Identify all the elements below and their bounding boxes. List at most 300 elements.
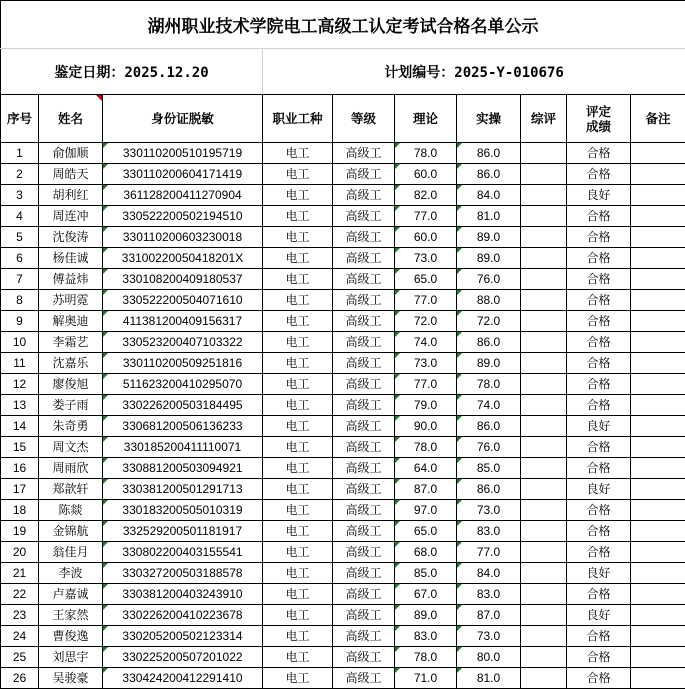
cell-practice[interactable]: 89.0 [457, 248, 521, 269]
cell-name[interactable]: 周皓天 [39, 164, 103, 185]
cell-practice[interactable]: 83.0 [457, 584, 521, 605]
cell-note[interactable] [631, 143, 685, 164]
cell-seq[interactable]: 9 [1, 311, 39, 332]
cell-eval[interactable]: 良好 [567, 563, 631, 584]
cell-practice[interactable]: 81.0 [457, 668, 521, 689]
table-row [1, 584, 685, 605]
cell-review[interactable] [521, 206, 567, 227]
cell-practice[interactable]: 86.0 [457, 143, 521, 164]
cell-name[interactable]: 刘思宇 [39, 647, 103, 668]
table-row [1, 185, 685, 206]
cell-level[interactable]: 高级工 [333, 164, 395, 185]
cell-practice[interactable]: 78.0 [457, 374, 521, 395]
cell-name[interactable]: 周雨欣 [39, 458, 103, 479]
table-row [1, 437, 685, 458]
cell-note[interactable] [631, 269, 685, 290]
cell-level[interactable]: 高级工 [333, 584, 395, 605]
cell-name[interactable]: 周文杰 [39, 437, 103, 458]
cell-name[interactable]: 金锦航 [39, 521, 103, 542]
cell-eval[interactable]: 合格 [567, 353, 631, 374]
cell-id[interactable]: 332529200501181917 [103, 521, 263, 542]
cell-job[interactable]: 电工 [263, 248, 333, 269]
cell-theory[interactable]: 73.0 [395, 248, 457, 269]
cell-eval[interactable]: 良好 [567, 479, 631, 500]
cell-id[interactable]: 330226200503184495 [103, 395, 263, 416]
cell-level[interactable]: 高级工 [333, 269, 395, 290]
cell-eval[interactable]: 合格 [567, 668, 631, 689]
cell-practice[interactable]: 83.0 [457, 521, 521, 542]
header-job[interactable]: 职业工种 [263, 95, 333, 143]
cell-id[interactable]: 330226200410223678 [103, 605, 263, 626]
cell-note[interactable] [631, 395, 685, 416]
cell-seq[interactable]: 16 [1, 458, 39, 479]
cell-seq[interactable]: 19 [1, 521, 39, 542]
cell-review[interactable] [521, 647, 567, 668]
cell-theory[interactable]: 78.0 [395, 143, 457, 164]
cell-review[interactable] [521, 605, 567, 626]
cell-note[interactable] [631, 332, 685, 353]
cell-job[interactable]: 电工 [263, 395, 333, 416]
cell-eval[interactable]: 合格 [567, 626, 631, 647]
cell-name[interactable]: 曹俊逸 [39, 626, 103, 647]
cell-id[interactable]: 330522200504071610 [103, 290, 263, 311]
cell-review[interactable] [521, 668, 567, 689]
cell-theory[interactable]: 68.0 [395, 542, 457, 563]
cell-practice[interactable]: 76.0 [457, 437, 521, 458]
cell-job[interactable]: 电工 [263, 353, 333, 374]
cell-review[interactable] [521, 269, 567, 290]
cell-eval[interactable]: 合格 [567, 290, 631, 311]
table-row [1, 164, 685, 185]
cell-theory[interactable]: 60.0 [395, 164, 457, 185]
cell-note[interactable] [631, 479, 685, 500]
cell-level[interactable]: 高级工 [333, 185, 395, 206]
cell-review[interactable] [521, 563, 567, 584]
table-row [1, 626, 685, 647]
cell-job[interactable]: 电工 [263, 332, 333, 353]
cell-id[interactable]: 33100220050418201X [103, 248, 263, 269]
header-review[interactable]: 综评 [521, 95, 567, 143]
cell-practice[interactable]: 89.0 [457, 353, 521, 374]
cell-practice[interactable]: 86.0 [457, 479, 521, 500]
cell-eval[interactable]: 合格 [567, 458, 631, 479]
cell-level[interactable]: 高级工 [333, 479, 395, 500]
table-row [1, 206, 685, 227]
table-row [1, 647, 685, 668]
cell-level[interactable]: 高级工 [333, 605, 395, 626]
cell-note[interactable] [631, 164, 685, 185]
cell-note[interactable] [631, 311, 685, 332]
cell-practice[interactable]: 86.0 [457, 332, 521, 353]
table-row [1, 353, 685, 374]
cell-practice[interactable]: 86.0 [457, 416, 521, 437]
cell-name[interactable]: 陈燚 [39, 500, 103, 521]
table-row [1, 143, 685, 164]
cell-note[interactable] [631, 584, 685, 605]
cell-job[interactable]: 电工 [263, 647, 333, 668]
cell-theory[interactable]: 72.0 [395, 311, 457, 332]
appraisal-date[interactable]: 鉴定日期：2025.12.20 [1, 49, 263, 95]
cell-seq[interactable]: 24 [1, 626, 39, 647]
cell-note[interactable] [631, 206, 685, 227]
cell-job[interactable]: 电工 [263, 437, 333, 458]
cell-review[interactable] [521, 248, 567, 269]
cell-level[interactable]: 高级工 [333, 521, 395, 542]
cell-id[interactable]: 330802200403155541 [103, 542, 263, 563]
cell-note[interactable] [631, 290, 685, 311]
cell-eval[interactable]: 合格 [567, 311, 631, 332]
cell-theory[interactable]: 71.0 [395, 668, 457, 689]
cell-review[interactable] [521, 479, 567, 500]
cell-id[interactable]: 511623200410295070 [103, 374, 263, 395]
cell-seq[interactable]: 10 [1, 332, 39, 353]
cell-note[interactable] [631, 542, 685, 563]
cell-job[interactable]: 电工 [263, 269, 333, 290]
cell-job[interactable]: 电工 [263, 668, 333, 689]
cell-name[interactable]: 翁佳月 [39, 542, 103, 563]
cell-seq[interactable]: 13 [1, 395, 39, 416]
cell-seq[interactable]: 7 [1, 269, 39, 290]
cell-job[interactable]: 电工 [263, 164, 333, 185]
cell-practice[interactable]: 73.0 [457, 626, 521, 647]
cell-level[interactable]: 高级工 [333, 332, 395, 353]
cell-seq[interactable]: 6 [1, 248, 39, 269]
cell-eval[interactable]: 良好 [567, 416, 631, 437]
cell-id[interactable]: 330381200403243910 [103, 584, 263, 605]
cell-eval[interactable]: 合格 [567, 395, 631, 416]
cell-practice[interactable]: 81.0 [457, 206, 521, 227]
cell-eval[interactable]: 合格 [567, 584, 631, 605]
cell-eval[interactable]: 合格 [567, 332, 631, 353]
cell-job[interactable]: 电工 [263, 584, 333, 605]
header-theory[interactable]: 理论 [395, 95, 457, 143]
cell-id[interactable]: 330183200505010319 [103, 500, 263, 521]
cell-theory[interactable]: 97.0 [395, 500, 457, 521]
cell-level[interactable]: 高级工 [333, 416, 395, 437]
table-row [1, 458, 685, 479]
cell-level[interactable]: 高级工 [333, 458, 395, 479]
cell-theory[interactable]: 60.0 [395, 227, 457, 248]
cell-eval[interactable]: 合格 [567, 542, 631, 563]
cell-level[interactable]: 高级工 [333, 227, 395, 248]
cell-seq[interactable]: 21 [1, 563, 39, 584]
cell-practice[interactable]: 88.0 [457, 290, 521, 311]
cell-note[interactable] [631, 605, 685, 626]
cell-practice[interactable]: 76.0 [457, 269, 521, 290]
cell-seq[interactable]: 23 [1, 605, 39, 626]
cell-theory[interactable]: 77.0 [395, 206, 457, 227]
cell-practice[interactable]: 77.0 [457, 542, 521, 563]
cell-theory[interactable]: 87.0 [395, 479, 457, 500]
cell-job[interactable]: 电工 [263, 563, 333, 584]
cell-practice[interactable]: 86.0 [457, 164, 521, 185]
cell-name[interactable]: 周连冲 [39, 206, 103, 227]
cell-level[interactable]: 高级工 [333, 563, 395, 584]
cell-id[interactable]: 330110200510195719 [103, 143, 263, 164]
cell-job[interactable]: 电工 [263, 311, 333, 332]
cell-id[interactable]: 330327200503188578 [103, 563, 263, 584]
cell-name[interactable]: 李霜艺 [39, 332, 103, 353]
cell-seq[interactable]: 11 [1, 353, 39, 374]
cell-eval[interactable]: 合格 [567, 206, 631, 227]
table-row [1, 668, 685, 689]
cell-name[interactable]: 李波 [39, 563, 103, 584]
cell-theory[interactable]: 67.0 [395, 584, 457, 605]
cell-level[interactable]: 高级工 [333, 311, 395, 332]
cell-eval[interactable]: 合格 [567, 227, 631, 248]
cell-theory[interactable]: 89.0 [395, 605, 457, 626]
cell-eval[interactable]: 合格 [567, 647, 631, 668]
cell-id[interactable]: 330522200502194510 [103, 206, 263, 227]
cell-name[interactable]: 杨佳诚 [39, 248, 103, 269]
cell-review[interactable] [521, 374, 567, 395]
cell-name[interactable]: 王家然 [39, 605, 103, 626]
cell-practice[interactable]: 74.0 [457, 395, 521, 416]
cell-review[interactable] [521, 353, 567, 374]
header-name[interactable]: 姓名 [39, 95, 103, 143]
cell-level[interactable]: 高级工 [333, 374, 395, 395]
cell-job[interactable]: 电工 [263, 458, 333, 479]
cell-review[interactable] [521, 584, 567, 605]
cell-review[interactable] [521, 227, 567, 248]
cell-practice[interactable]: 84.0 [457, 185, 521, 206]
cell-level[interactable]: 高级工 [333, 668, 395, 689]
cell-level[interactable]: 高级工 [333, 626, 395, 647]
cell-review[interactable] [521, 458, 567, 479]
cell-theory[interactable]: 65.0 [395, 521, 457, 542]
cell-job[interactable]: 电工 [263, 605, 333, 626]
cell-job[interactable]: 电工 [263, 416, 333, 437]
cell-seq[interactable]: 15 [1, 437, 39, 458]
cell-name[interactable]: 沈俊涛 [39, 227, 103, 248]
table-row [1, 542, 685, 563]
cell-note[interactable] [631, 668, 685, 689]
cell-name[interactable]: 苏明霓 [39, 290, 103, 311]
cell-review[interactable] [521, 416, 567, 437]
cell-eval[interactable]: 合格 [567, 437, 631, 458]
header-note[interactable]: 备注 [631, 95, 685, 143]
cell-seq[interactable]: 3 [1, 185, 39, 206]
meta-row [1, 49, 685, 95]
cell-seq[interactable]: 5 [1, 227, 39, 248]
cell-eval[interactable]: 合格 [567, 164, 631, 185]
cell-review[interactable] [521, 185, 567, 206]
header-seq[interactable]: 序号 [1, 95, 39, 143]
cell-level[interactable]: 高级工 [333, 647, 395, 668]
cell-job[interactable]: 电工 [263, 521, 333, 542]
cell-level[interactable]: 高级工 [333, 206, 395, 227]
cell-job[interactable]: 电工 [263, 227, 333, 248]
cell-practice[interactable]: 87.0 [457, 605, 521, 626]
cell-practice[interactable]: 80.0 [457, 647, 521, 668]
header-eval[interactable]: 评定 成绩 [567, 95, 631, 143]
cell-level[interactable]: 高级工 [333, 437, 395, 458]
cell-name[interactable]: 吴骏豪 [39, 668, 103, 689]
cell-seq[interactable]: 25 [1, 647, 39, 668]
cell-name[interactable]: 廖俊旭 [39, 374, 103, 395]
cell-job[interactable]: 电工 [263, 542, 333, 563]
cell-theory[interactable]: 85.0 [395, 563, 457, 584]
cell-review[interactable] [521, 521, 567, 542]
cell-seq[interactable]: 2 [1, 164, 39, 185]
table-row [1, 269, 685, 290]
cell-id[interactable]: 330110200509251816 [103, 353, 263, 374]
cell-practice[interactable]: 73.0 [457, 500, 521, 521]
cell-id[interactable]: 330108200409180537 [103, 269, 263, 290]
cell-level[interactable]: 高级工 [333, 248, 395, 269]
table-row [1, 290, 685, 311]
cell-job[interactable]: 电工 [263, 143, 333, 164]
cell-eval[interactable]: 良好 [567, 185, 631, 206]
cell-theory[interactable]: 78.0 [395, 647, 457, 668]
cell-name[interactable]: 俞伽顺 [39, 143, 103, 164]
cell-theory[interactable]: 77.0 [395, 374, 457, 395]
cell-seq[interactable]: 12 [1, 374, 39, 395]
title-row [1, 1, 685, 49]
cell-name[interactable]: 卢嘉诚 [39, 584, 103, 605]
cell-review[interactable] [521, 500, 567, 521]
cell-theory[interactable]: 82.0 [395, 185, 457, 206]
table-row [1, 500, 685, 521]
cell-id[interactable]: 361128200411270904 [103, 185, 263, 206]
cell-id[interactable]: 330110200603230018 [103, 227, 263, 248]
cell-review[interactable] [521, 143, 567, 164]
table-row [1, 521, 685, 542]
cell-level[interactable]: 高级工 [333, 290, 395, 311]
cell-name[interactable]: 娄子雨 [39, 395, 103, 416]
cell-id[interactable]: 330881200503094921 [103, 458, 263, 479]
cell-review[interactable] [521, 311, 567, 332]
cell-review[interactable] [521, 290, 567, 311]
cell-review[interactable] [521, 437, 567, 458]
cell-id[interactable]: 330681200506136233 [103, 416, 263, 437]
cell-note[interactable] [631, 227, 685, 248]
cell-job[interactable]: 电工 [263, 500, 333, 521]
table-row [1, 416, 685, 437]
table-row [1, 227, 685, 248]
table-row [1, 395, 685, 416]
cell-theory[interactable]: 78.0 [395, 437, 457, 458]
cell-theory[interactable]: 74.0 [395, 332, 457, 353]
cell-job[interactable]: 电工 [263, 185, 333, 206]
table-row [1, 374, 685, 395]
cell-note[interactable] [631, 353, 685, 374]
cell-seq[interactable]: 26 [1, 668, 39, 689]
table-row [1, 332, 685, 353]
cell-name[interactable]: 郑歆轩 [39, 479, 103, 500]
plan-number[interactable]: 计划编号：2025-Y-010676 [263, 49, 685, 95]
cell-seq[interactable]: 1 [1, 143, 39, 164]
cell-note[interactable] [631, 500, 685, 521]
table-row [1, 311, 685, 332]
cell-eval[interactable]: 合格 [567, 374, 631, 395]
cell-id[interactable]: 330523200407103322 [103, 332, 263, 353]
cell-job[interactable]: 电工 [263, 479, 333, 500]
cell-job[interactable]: 电工 [263, 626, 333, 647]
cell-note[interactable] [631, 185, 685, 206]
cell-id[interactable]: 330205200502123314 [103, 626, 263, 647]
cell-eval[interactable]: 合格 [567, 500, 631, 521]
cell-practice[interactable]: 85.0 [457, 458, 521, 479]
cell-note[interactable] [631, 458, 685, 479]
cell-theory[interactable]: 90.0 [395, 416, 457, 437]
cell-eval[interactable]: 合格 [567, 269, 631, 290]
cell-note[interactable] [631, 647, 685, 668]
cell-note[interactable] [631, 563, 685, 584]
header-practice[interactable]: 实操 [457, 95, 521, 143]
header-id[interactable]: 身份证脱敏 [103, 95, 263, 143]
cell-note[interactable] [631, 521, 685, 542]
cell-level[interactable]: 高级工 [333, 143, 395, 164]
cell-name[interactable]: 沈嘉乐 [39, 353, 103, 374]
cell-id[interactable]: 330381200501291713 [103, 479, 263, 500]
cell-name[interactable]: 傅益炜 [39, 269, 103, 290]
cell-theory[interactable]: 73.0 [395, 353, 457, 374]
table-row [1, 248, 685, 269]
cell-note[interactable] [631, 416, 685, 437]
cell-id[interactable]: 411381200409156317 [103, 311, 263, 332]
cell-review[interactable] [521, 542, 567, 563]
cell-theory[interactable]: 65.0 [395, 269, 457, 290]
cell-level[interactable]: 高级工 [333, 500, 395, 521]
cell-seq[interactable]: 17 [1, 479, 39, 500]
cell-review[interactable] [521, 164, 567, 185]
cell-level[interactable]: 高级工 [333, 395, 395, 416]
cell-id[interactable]: 330110200604171419 [103, 164, 263, 185]
cell-job[interactable]: 电工 [263, 206, 333, 227]
cell-level[interactable]: 高级工 [333, 353, 395, 374]
cell-seq[interactable]: 22 [1, 584, 39, 605]
cell-id[interactable]: 330424200412291410 [103, 668, 263, 689]
cell-name[interactable]: 胡利红 [39, 185, 103, 206]
cell-eval[interactable]: 合格 [567, 521, 631, 542]
cell-name[interactable]: 解奥迪 [39, 311, 103, 332]
cell-name[interactable]: 朱奇勇 [39, 416, 103, 437]
cell-seq[interactable]: 18 [1, 500, 39, 521]
table-row [1, 563, 685, 584]
cell-id[interactable]: 330225200507201022 [103, 647, 263, 668]
cell-job[interactable]: 电工 [263, 290, 333, 311]
cell-note[interactable] [631, 248, 685, 269]
cell-seq[interactable]: 14 [1, 416, 39, 437]
cell-job[interactable]: 电工 [263, 374, 333, 395]
cell-note[interactable] [631, 437, 685, 458]
cell-theory[interactable]: 79.0 [395, 395, 457, 416]
header-row [1, 95, 685, 143]
cell-eval[interactable]: 良好 [567, 605, 631, 626]
cell-theory[interactable]: 83.0 [395, 626, 457, 647]
page-title[interactable]: 湖州职业技术学院电工高级工认定考试合格名单公示 [1, 1, 685, 49]
cell-note[interactable] [631, 626, 685, 647]
cell-review[interactable] [521, 626, 567, 647]
cell-level[interactable]: 高级工 [333, 542, 395, 563]
cell-eval[interactable]: 合格 [567, 248, 631, 269]
cell-id[interactable]: 330185200411110071 [103, 437, 263, 458]
cell-seq[interactable]: 20 [1, 542, 39, 563]
cell-seq[interactable]: 8 [1, 290, 39, 311]
cell-seq[interactable]: 4 [1, 206, 39, 227]
cell-theory[interactable]: 64.0 [395, 458, 457, 479]
cell-eval[interactable]: 合格 [567, 143, 631, 164]
cell-review[interactable] [521, 332, 567, 353]
header-level[interactable]: 等级 [333, 95, 395, 143]
cell-theory[interactable]: 77.0 [395, 290, 457, 311]
cell-practice[interactable]: 84.0 [457, 563, 521, 584]
cell-review[interactable] [521, 395, 567, 416]
cell-note[interactable] [631, 374, 685, 395]
cell-practice[interactable]: 72.0 [457, 311, 521, 332]
cell-practice[interactable]: 89.0 [457, 227, 521, 248]
